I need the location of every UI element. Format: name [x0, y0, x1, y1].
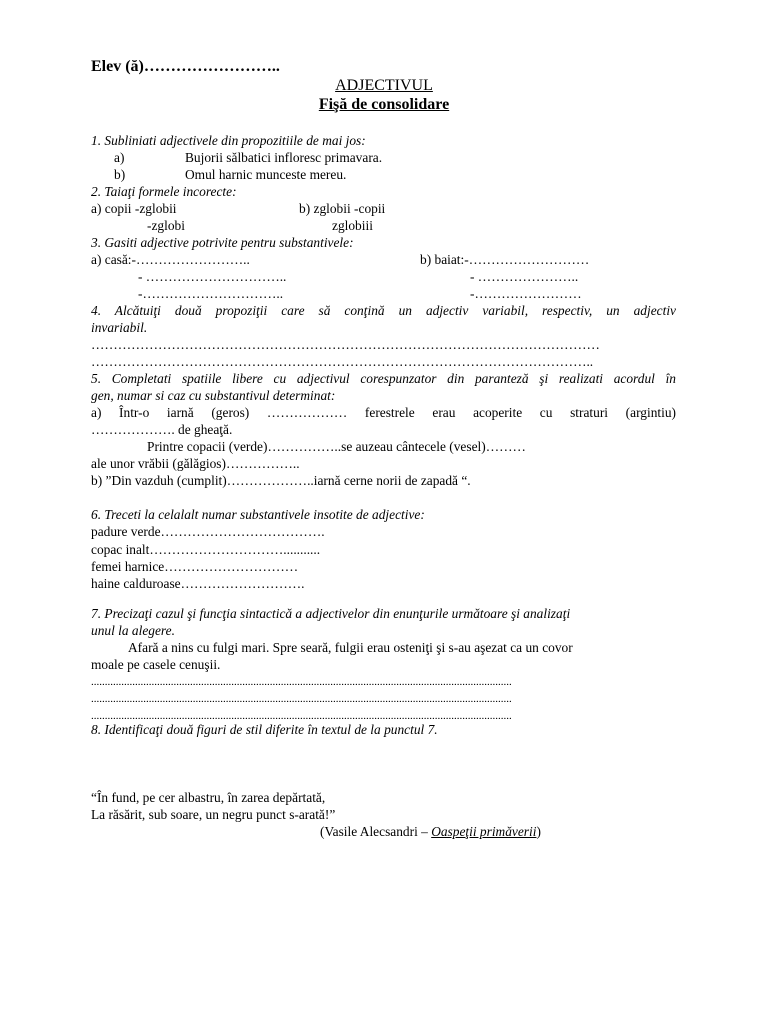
ex6-item: haine calduroase……………………….: [91, 576, 305, 591]
ex2-a-line1: a) copii -zglobii: [91, 201, 177, 216]
ex2-b-line1: b) zglobii -copii: [299, 201, 386, 216]
quote-source-prefix: (Vasile Alecsandri –: [320, 824, 432, 839]
ex6-item: copac inalt…………………………...........: [91, 542, 321, 557]
worksheet-subtitle: Fişă de consolidare: [318, 96, 450, 113]
ex6-prompt: 6. Treceti la celalalt numar substantivele insotite de adjective:: [91, 507, 425, 522]
ex1-a-label: a): [114, 150, 125, 165]
ex5-prompt-line2: gen, numar si caz cu substantivul determinat:: [91, 388, 336, 403]
quote-line1: “În fund, pe cer albastru, în zarea depărtată,: [91, 790, 326, 805]
quote-source: [320, 824, 541, 841]
worksheet-title: ADJECTIVUL: [335, 77, 433, 94]
ex5-b-line: b) ”Din vazduh (cumplit)………………..iarnă cerne norii de zapadă “.: [91, 473, 471, 488]
ex7-answer-line-1: .........................................................................................................................................................: [91, 676, 512, 688]
ex1-prompt: 1. Subliniati adjectivele din propozitiile de mai jos:: [91, 133, 366, 148]
ex3-b-line2: - …………………..: [470, 269, 579, 284]
quote-source-suffix: ): [536, 824, 541, 839]
ex5-a-line2: ………………. de gheaţă.: [91, 422, 233, 437]
ex3-a-line2: - …………………………..: [138, 269, 287, 284]
ex3-b-line3: -……………………: [470, 286, 582, 301]
ex4-prompt-line1: 4. Alcătuiţi două propoziţii care să conţină un adjectiv variabil, respectiv, un adjectiv: [91, 303, 676, 318]
ex7-text-line1: Afară a nins cu fulgi mari. Spre seară, fulgii erau osteniţi şi s-au aşezat ca un covor: [128, 640, 573, 655]
ex7-answer-line-2: .........................................................................................................................................................: [91, 693, 512, 705]
ex4-answer-line-2: …………………………………………………………………………………………………..: [91, 354, 594, 369]
ex1-b-text: Omul harnic munceste mereu.: [185, 167, 347, 182]
ex1-b-label: b): [114, 167, 126, 182]
ex2-b-line2: zglobiii: [332, 218, 373, 233]
student-name-line: Elev (ă)……………………..: [91, 58, 280, 75]
ex7-answer-line-3: .........................................................................................................................................................: [91, 710, 512, 722]
ex1-a-text: Bujorii sălbatici infloresc primavara.: [185, 150, 383, 165]
ex6-item: femei harnice…………………………: [91, 559, 299, 574]
ex2-prompt: 2. Taiaţi formele incorecte:: [91, 184, 237, 199]
ex5-prompt-line1: 5. Completati spatiile libere cu adjectivul corespunzator din paranteză şi realizati acordul în: [91, 371, 676, 386]
ex7-prompt-line1: 7. Precizaţi cazul şi funcţia sintactică a adjectivelor din enunţurile următoare şi analizaţi: [91, 606, 571, 621]
ex8-prompt: 8. Identificaţi două figuri de stil diferite în textul de la punctul 7.: [91, 722, 438, 737]
ex5-a-line4: ale unor vrăbii (gălăgios)……………..: [91, 456, 300, 471]
ex3-a-line3: -…………………………..: [138, 286, 284, 301]
ex6-item: padure verde……………………………….: [91, 524, 325, 539]
ex3-a-line1: a) casă:-……………………..: [91, 252, 250, 267]
ex5-a-line1: a) Într-o iarnă (geros) ……………… ferestrele erau acoperite cu straturi (argintiu): [91, 405, 676, 420]
ex7-prompt-line2: unul la alegere.: [91, 623, 175, 638]
quote-line2: La răsărit, sub soare, un negru punct s-arată!”: [91, 807, 336, 822]
ex4-prompt-line2: invariabil.: [91, 320, 148, 335]
ex5-a-line3: Printre copacii (verde)……………..se auzeau cântecele (vesel)………: [147, 439, 526, 454]
ex7-text-line2: moale pe casele cenuşii.: [91, 657, 221, 672]
ex3-prompt: 3. Gasiti adjective potrivite pentru substantivele:: [91, 235, 354, 250]
ex2-a-line2: -zglobi: [147, 218, 185, 233]
ex3-b-line1: b) baiat:-………………………: [420, 252, 590, 267]
ex4-answer-line-1: ……………………………………………………………………………………………………: [91, 337, 600, 352]
quote-source-title: Oaspeţii primăverii: [431, 824, 537, 839]
